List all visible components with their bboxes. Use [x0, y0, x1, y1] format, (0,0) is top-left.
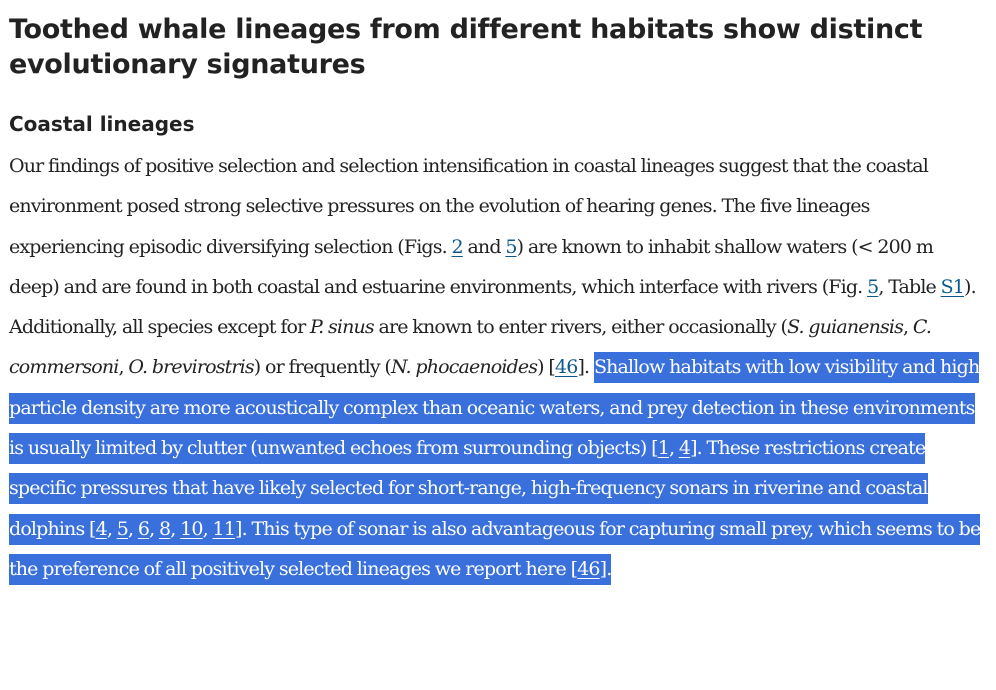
citation-link-10[interactable]: 10	[180, 517, 203, 540]
paragraph-text: ,	[118, 356, 129, 379]
species-name: C. commersoni	[9, 316, 932, 379]
figure-link-5[interactable]: 5	[867, 275, 879, 298]
citation-link-8[interactable]: 8	[159, 517, 171, 540]
species-name: P. sinus	[310, 316, 374, 339]
section-heading: Coastal lineages	[9, 112, 195, 136]
species-name: O. brevirostris	[128, 356, 254, 379]
paragraph-text: ,	[170, 517, 181, 540]
citation-link-46[interactable]: 46	[555, 356, 578, 379]
paragraph-text: are known to enter rivers, either occasionally (	[373, 316, 788, 339]
paragraph-text: ) [	[537, 356, 555, 379]
citation-link-46[interactable]: 46	[577, 557, 600, 580]
citation-link-6[interactable]: 6	[137, 517, 150, 540]
citation-link-4[interactable]: 4	[678, 437, 691, 460]
figure-link-5[interactable]: 5	[505, 235, 517, 258]
citation-link-5[interactable]: 5	[116, 517, 128, 540]
paragraph-text: ,	[128, 517, 138, 540]
citation-link-4[interactable]: 4	[95, 517, 107, 540]
paragraph-text: ,	[149, 517, 160, 540]
paragraph-text: Our findings of positive selection and selection intensification in coastal lineages suggest that the coastal environment posed strong selective pressures on the evolution of hearing genes. The five lineages experiencing episodic diversifying selection (Figs.	[9, 155, 928, 258]
paragraph-text: Shallow habitats with low visibility and high particle density are more acoustically complex than oceanic waters, and prey detection in these environments is usually limited by clutter (unwanted echoes from surrounding objects) [	[9, 356, 980, 460]
paragraph-text: ]. These restrictions create specific pressures that have likely selected for short-range, high-frequency sonars in riverine and coastal dolphins [	[9, 437, 928, 540]
paragraph-text: ]. This type of sonar is also advantageous for capturing small prey, which seems to be the preference of all positively selected lineages we report here [	[9, 517, 981, 580]
figure-link-2[interactable]: 2	[451, 235, 463, 258]
paragraph-text: ) or frequently (	[253, 356, 391, 379]
paragraph-text: ) are known to inhabit shallow waters (< 200 m deep) and are found in both coastal and estuarine environments, which interface with rivers (Fig.	[9, 235, 934, 298]
body-paragraph[interactable]	[9, 146, 986, 589]
citation-link-11[interactable]: 11	[212, 517, 236, 540]
paragraph-text: ].	[599, 557, 612, 580]
paragraph-text: ,	[903, 316, 913, 339]
paragraph-text: ,	[106, 517, 117, 540]
species-name: N. phocaenoides	[390, 356, 538, 379]
paragraph-text: ,	[202, 517, 213, 540]
page-title: Toothed whale lineages from different habitats show distinct evolutionary signatures	[9, 14, 923, 80]
table-link-s1[interactable]: S1	[940, 275, 965, 298]
species-name: S. guianensis	[787, 316, 904, 339]
paragraph-text: ].	[577, 356, 594, 379]
paragraph-text: and	[462, 235, 506, 258]
citation-link-1[interactable]: 1	[657, 437, 669, 460]
paragraph-text: , Table	[878, 275, 941, 298]
selected-text[interactable]	[9, 352, 980, 584]
paragraph-text: ). Additionally, all species except for	[9, 275, 976, 339]
paragraph-text: ,	[668, 437, 679, 460]
